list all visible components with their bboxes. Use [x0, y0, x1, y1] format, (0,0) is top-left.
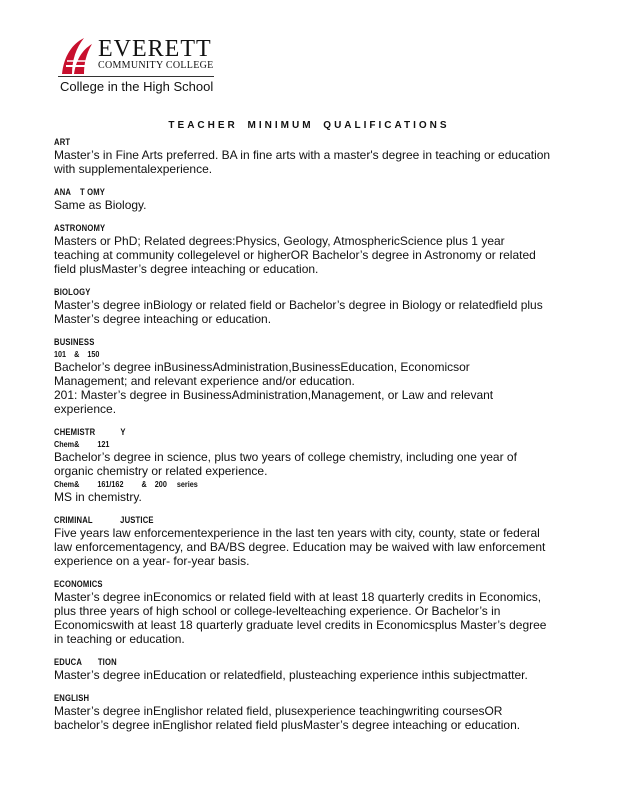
section-criminal-justice — [54, 514, 574, 568]
section-chemistry — [54, 426, 574, 504]
course-numbers: 101 & 150 — [54, 349, 100, 359]
section-line: Master’s degree inEducation or relatedfield, plusteaching experience inthis subjectmatter. — [54, 668, 528, 682]
section-line: Masters or PhD; Related degrees:Physics, Geology, AtmosphericScience plus 1 year — [54, 234, 505, 248]
section-line: law enforcementagency, and BA/BS degree. Education may be waived with law enforcement — [54, 540, 546, 554]
section-line: experience on a year- for-year basis. — [54, 554, 250, 568]
logo-name: EVERETT — [98, 36, 212, 62]
section-heading: EDUCA TION — [54, 657, 117, 667]
logo-divider — [58, 76, 214, 77]
section-line: Economicswith at least 18 quarterly graduate level credits in Economicsplus Master’s degree — [54, 618, 547, 632]
section-heading: BUSINESS — [54, 337, 95, 347]
section-heading: CHEMISTR Y — [54, 427, 126, 437]
section-economics — [54, 578, 574, 646]
section-line: in teaching or education. — [54, 632, 185, 646]
section-line: experience. — [54, 402, 117, 416]
section-line: bachelor’s degree inEnglishor related field plusMaster’s degree inteaching or education. — [54, 718, 521, 732]
section-anatomy — [54, 186, 574, 212]
section-line: Five years law enforcementexperience in the last ten years with city, county, state or federal — [54, 526, 540, 540]
section-line: with supplementalexperience. — [54, 162, 213, 176]
section-line: plus three years of high school or college-levelteaching experience. Or Bachelor’s in — [54, 604, 501, 618]
section-line: field plusMaster’s degree inteaching or education. — [54, 262, 319, 276]
section-line: teaching at community collegelevel or higherOR Bachelor’s degree in Astronomy or related — [54, 248, 536, 262]
section-line: organic chemistry or related experience. — [54, 464, 268, 478]
section-line: Management; and relevant experience and/or education. — [54, 374, 355, 388]
section-line: Bachelor’s degree in science, plus two years of college chemistry, including one year of — [54, 450, 517, 464]
section-biology — [54, 286, 574, 326]
qualifications-list — [54, 136, 574, 742]
course-numbers: Chem& 161/162 & 200 series — [54, 479, 198, 489]
section-heading: BIOLOGY — [54, 287, 91, 297]
logo-subtitle: COMMUNITY COLLEGE — [98, 60, 214, 71]
section-heading: ASTRONOMY — [54, 223, 106, 233]
section-line: Master’s degree inEconomics or related field with at least 18 quarterly credits in Economics, — [54, 590, 542, 604]
logo-flame-icon — [58, 36, 96, 76]
section-line: Master’s degree inteaching or education. — [54, 312, 272, 326]
section-line: Bachelor’s degree inBusinessAdministration,BusinessEducation, Economicsor — [54, 360, 470, 374]
section-art — [54, 136, 574, 176]
section-line: Same as Biology. — [54, 198, 147, 212]
section-heading: ANA T OMY — [54, 187, 106, 197]
section-english — [54, 692, 574, 732]
section-heading: ECONOMICS — [54, 579, 103, 589]
section-line: 201: Master’s degree in BusinessAdministration,Management, or Law and relevant — [54, 388, 494, 402]
course-numbers: Chem& 121 — [54, 439, 110, 449]
section-heading: ENGLISH — [54, 693, 90, 703]
section-astronomy — [54, 222, 574, 276]
logo-tagline: College in the High School — [60, 79, 214, 94]
college-logo — [58, 36, 228, 98]
section-heading: ART — [54, 137, 71, 147]
page-title: TEACHER MINIMUM QUALIFICATIONS — [168, 120, 450, 131]
section-line: Master’s degree inEnglishor related field, plusexperience teachingwriting coursesOR — [54, 704, 503, 718]
section-line: Master’s in Fine Arts preferred. BA in fine arts with a master's degree in teaching or education — [54, 148, 551, 162]
section-line: Master’s degree inBiology or related field or Bachelor’s degree in Biology or relatedfield plus — [54, 298, 543, 312]
section-line: MS in chemistry. — [54, 490, 142, 504]
section-heading: CRIMINAL JUSTICE — [54, 515, 154, 525]
section-business — [54, 336, 574, 416]
section-education — [54, 656, 574, 682]
